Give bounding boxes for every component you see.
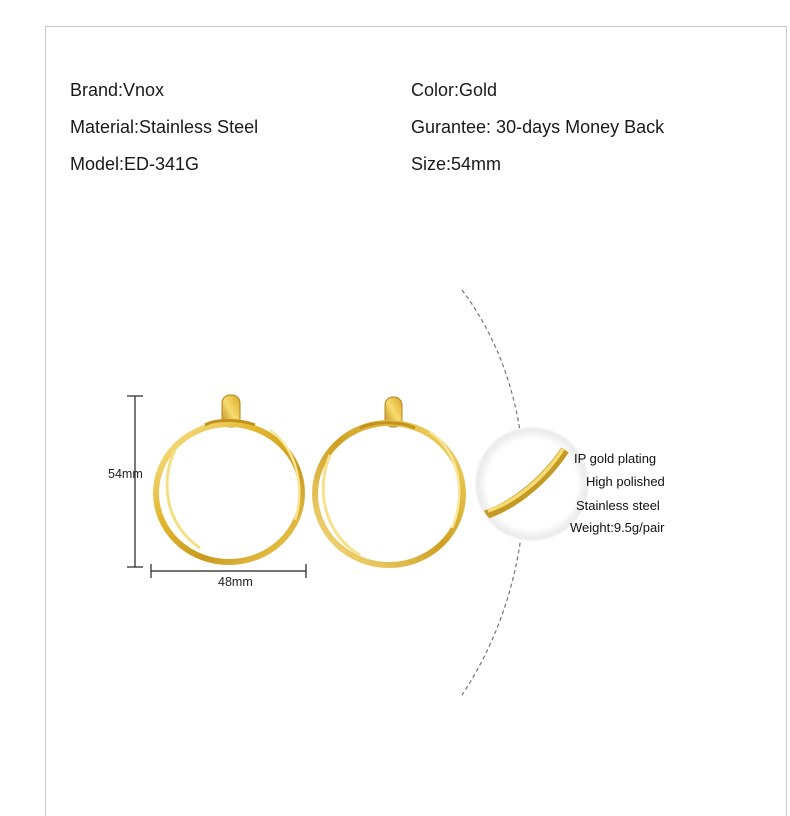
left-earring: [156, 395, 302, 562]
right-earring: [315, 397, 463, 565]
callout-weight: Weight:9.5g/pair: [570, 520, 665, 535]
spec-material: Material:Stainless Steel: [70, 117, 259, 137]
callout-material: Stainless steel: [576, 498, 660, 513]
spec-brand: Brand:Vnox: [70, 80, 165, 100]
spec-guarantee: Gurantee: 30-days Money Back: [411, 117, 665, 137]
callout-plating: IP gold plating: [574, 451, 657, 466]
height-label: 54mm: [108, 467, 143, 481]
callout-polish: High polished: [586, 474, 665, 489]
height-dimension: [127, 396, 143, 567]
spec-size: Size:54mm: [411, 154, 502, 174]
width-label: 48mm: [218, 575, 253, 589]
spec-model: Model:ED-341G: [70, 154, 200, 174]
spec-color: Color:Gold: [411, 80, 498, 100]
